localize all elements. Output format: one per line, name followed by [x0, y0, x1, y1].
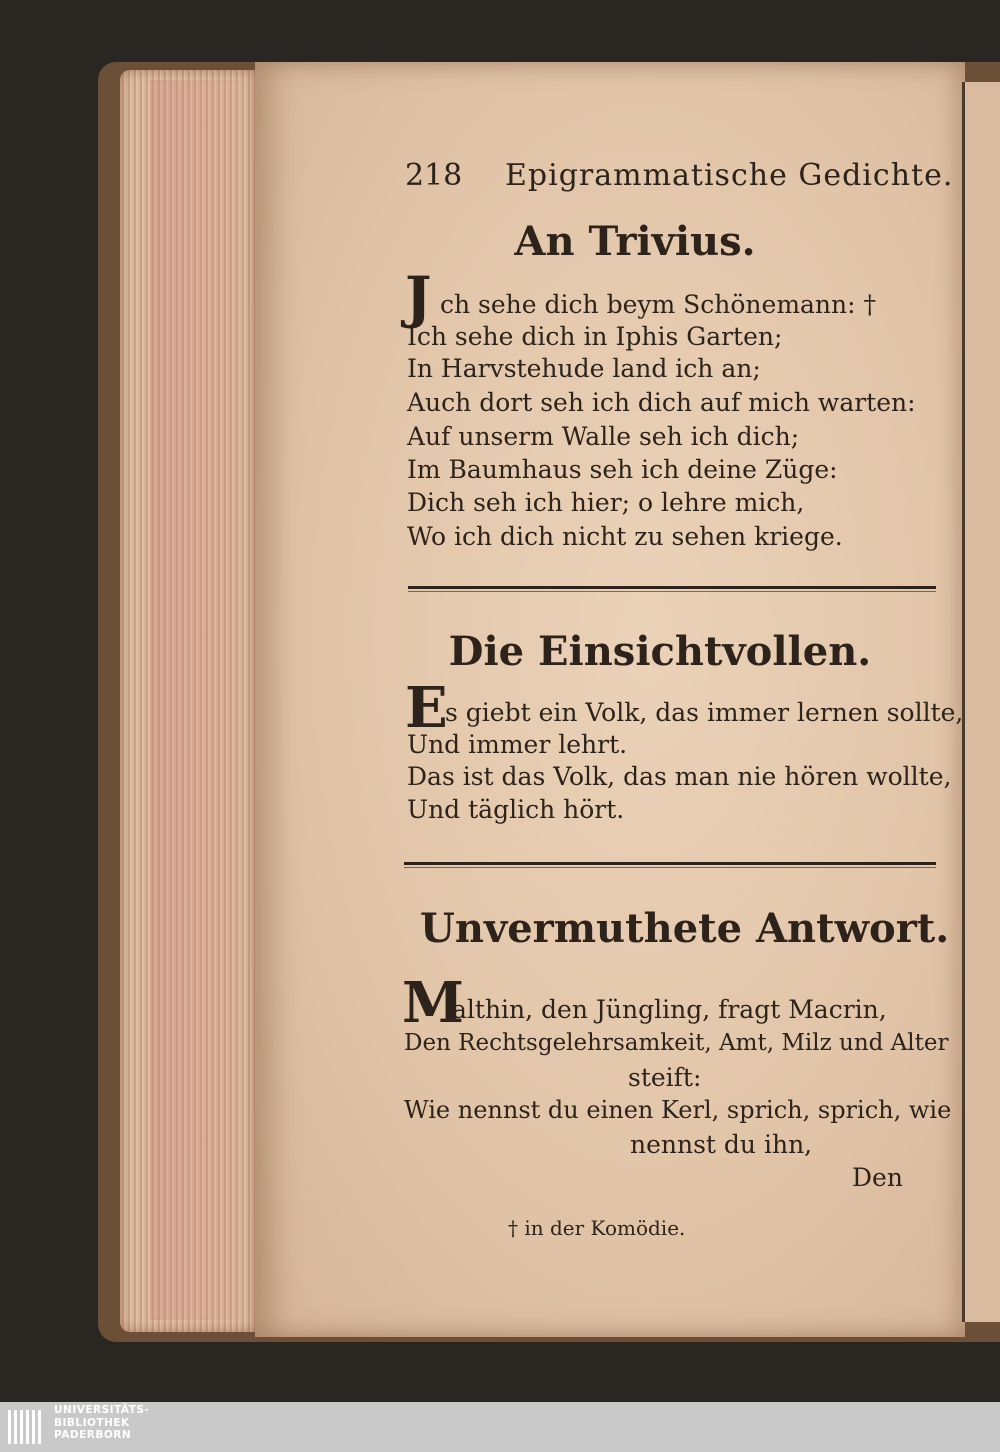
poem-3-line-5: nennst du ihn, — [630, 1130, 813, 1159]
poem-title-3: Unvermuthete Antwort. — [420, 905, 950, 952]
library-line-3: PADERBORN — [54, 1429, 132, 1441]
poem-1-line-3: In Harvstehude land ich an; — [407, 354, 761, 383]
library-logo-icon — [6, 1406, 46, 1448]
poem-title-1: An Trivius. — [514, 218, 756, 265]
poem-1-line-8: Wo ich dich nicht zu sehen kriege. — [407, 522, 843, 551]
section-rule-2 — [404, 862, 936, 865]
poem-1-line-5: Auf unserm Walle seh ich dich; — [407, 422, 800, 451]
poem-3-line-1: althin, den Jüngling, fragt Macrin, — [452, 995, 887, 1024]
running-head: Epigrammatische Gedichte. — [505, 158, 954, 193]
poem-3-line-4: Wie nennst du einen Kerl, sprich, sprich, wie — [404, 1096, 952, 1124]
poem-2-line-1: s giebt ein Volk, das immer lernen sollte, — [445, 698, 964, 727]
poem-1-line-7: Dich seh ich hier; o lehre mich, — [407, 488, 805, 517]
poem-3-line-3: steift: — [628, 1063, 702, 1092]
poem-1-line-6: Im Baumhaus seh ich deine Züge: — [407, 455, 838, 484]
poem-1-line-2: Ich sehe dich in Iphis Garten; — [407, 322, 783, 351]
page-number: 218 — [405, 158, 463, 193]
drop-cap-3: M — [402, 970, 464, 1036]
poem-title-2: Die Einsichtvollen. — [448, 628, 872, 675]
footer-bar — [0, 1402, 1000, 1452]
drop-cap-1: J — [405, 265, 432, 331]
red-edge-stain — [150, 80, 240, 1320]
poem-2-line-3: Das ist das Volk, das man nie hören wollte, — [407, 762, 952, 791]
poem-2-line-4: Und täglich hört. — [407, 795, 625, 824]
facing-page-edge — [962, 82, 1000, 1322]
section-rule-1 — [408, 586, 936, 589]
poem-1-line-1: ch sehe dich beym Schönemann: † — [440, 290, 876, 319]
catchword: Den — [852, 1163, 903, 1192]
drop-cap-2: E — [405, 675, 448, 741]
footnote: † in der Komödie. — [508, 1216, 686, 1240]
poem-3-line-2: Den Rechtsgelehrsamkeit, Amt, Milz und Alter — [404, 1030, 949, 1056]
library-line-2: BIBLIOTHEK — [54, 1416, 130, 1429]
poem-2-line-2: Und immer lehrt. — [407, 730, 628, 759]
library-line-1: UNIVERSITÄTS- — [54, 1404, 150, 1416]
library-name — [54, 1404, 149, 1442]
poem-1-line-4: Auch dort seh ich dich auf mich warten: — [407, 388, 916, 417]
